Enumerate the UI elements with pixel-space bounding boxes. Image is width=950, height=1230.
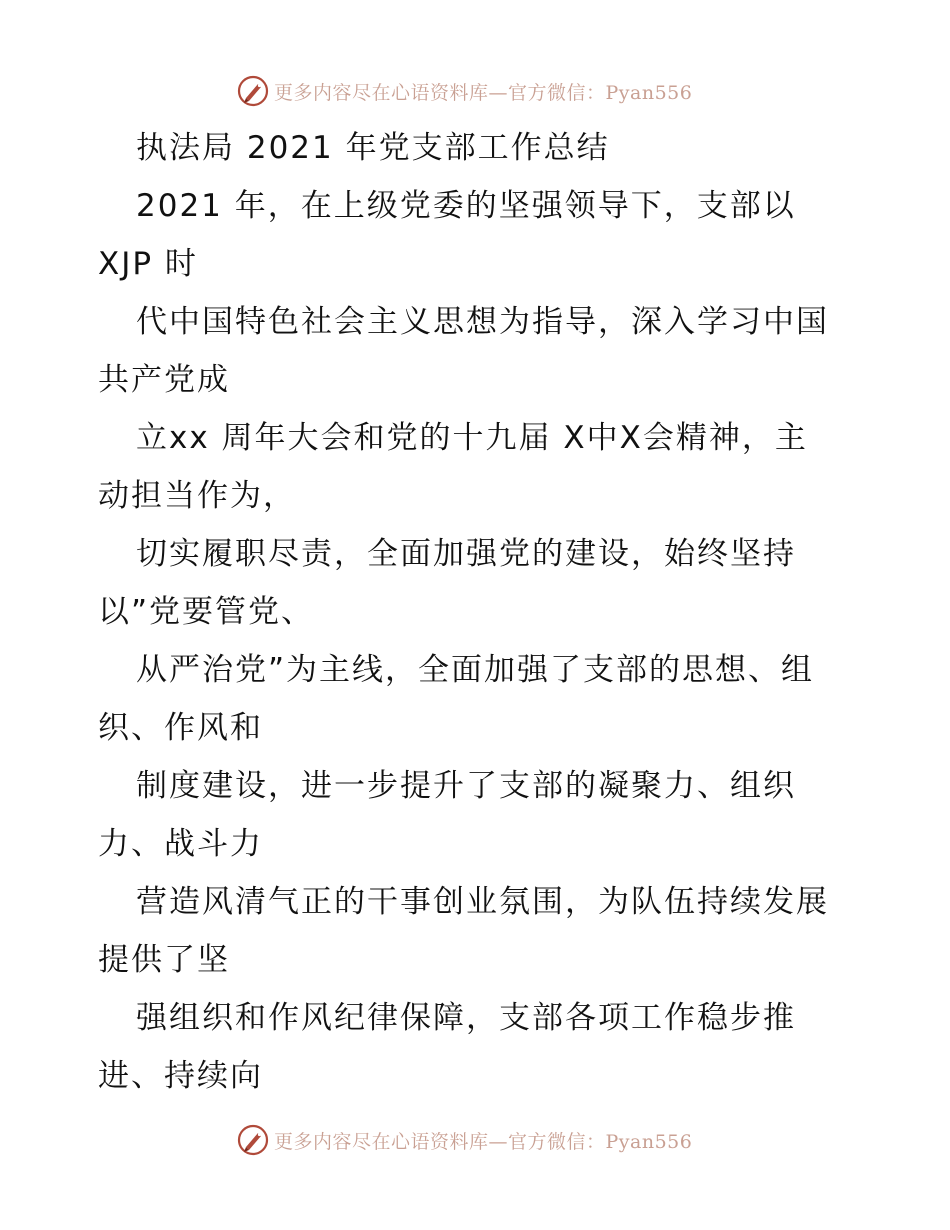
footer-banner-text: 更多内容尽在心语资料库—官方微信：Pyan556 [274,1130,693,1153]
footer-banner [236,1120,692,1160]
paragraph-line: 力、战斗力 [98,826,263,862]
paragraph-line: 强组织和作风纪律保障，支部各项工作稳步推 [136,1000,796,1036]
document-title: 执法局 2021 年党支部工作总结 [136,130,610,166]
paragraph-line: XJP 时 [98,246,198,282]
paragraph-line: 营造风清气正的干事创业氛围，为队伍持续发展 [136,884,829,920]
paragraph-line: 织、作风和 [98,710,263,746]
paragraph-line: 以”党要管党、 [98,594,315,630]
paragraph-line: 代中国特色社会主义思想为指导，深入学习中国 [136,304,829,340]
paragraph-line: 立xx 周年大会和党的十九届 X中X会精神，主 [136,420,808,456]
pen-logo-icon [236,1123,270,1157]
paragraph-line: 2021 年，在上级党委的坚强领导下，支部以 [136,188,796,224]
header-banner [236,71,692,111]
paragraph-line: 切实履职尽责，全面加强党的建设，始终坚持 [136,536,796,572]
paragraph-line: 共产党成 [98,362,230,398]
paragraph-line: 从严治党”为主线，全面加强了支部的思想、组 [136,652,815,688]
paragraph-line: 进、持续向 [98,1058,263,1094]
header-banner-text: 更多内容尽在心语资料库—官方微信：Pyan556 [274,81,693,104]
paragraph-line: 制度建设，进一步提升了支部的凝聚力、组织 [136,768,796,804]
paragraph-line: 动担当作为， [98,478,296,514]
paragraph-line: 提供了坚 [98,942,230,978]
pen-logo-icon [236,74,270,108]
